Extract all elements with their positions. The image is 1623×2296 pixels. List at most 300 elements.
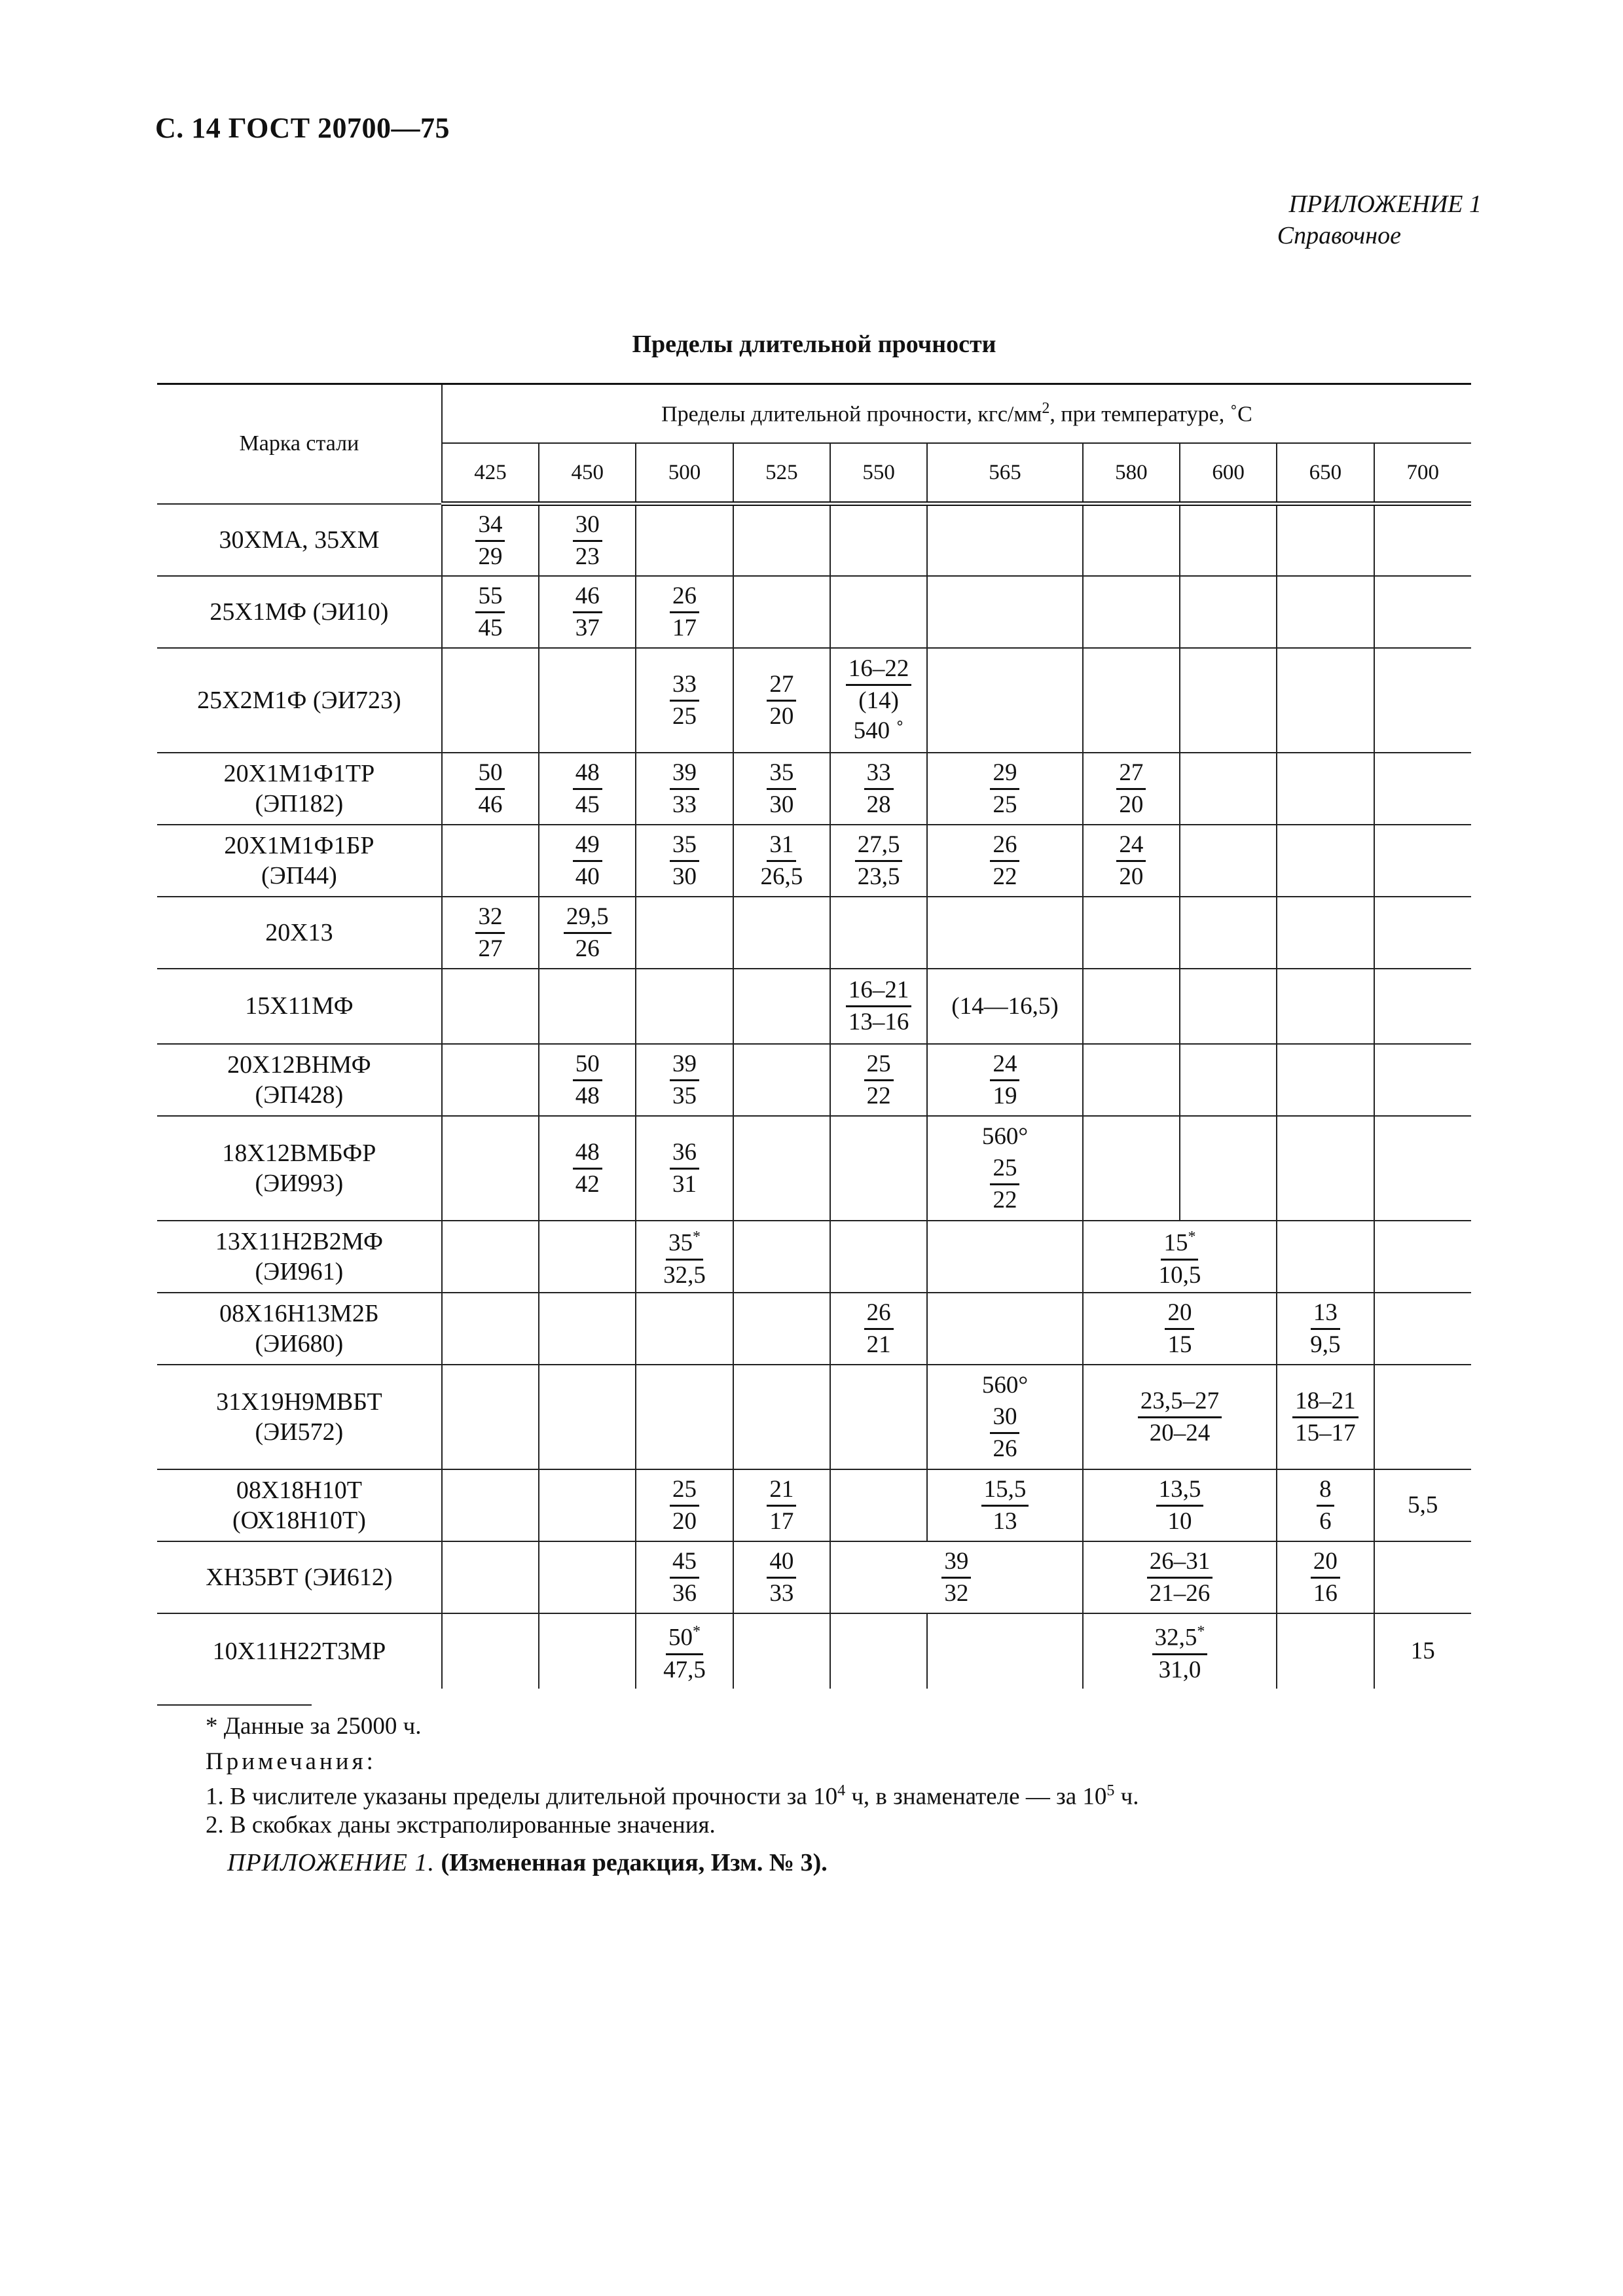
- denominator-10e5h: 20–24: [1149, 1419, 1211, 1446]
- strength-value: (14—16,5): [951, 992, 1059, 1020]
- strength-fraction: [670, 1476, 699, 1535]
- strength-cell: [1083, 969, 1180, 1044]
- note-1: [206, 1776, 1139, 1811]
- footnote-marker: *: [1188, 1229, 1196, 1246]
- strength-cell: [1083, 1469, 1277, 1541]
- numerator-10e4h: [846, 977, 912, 1007]
- strength-value: 15: [1410, 1638, 1435, 1664]
- numerator-10e4h: [1165, 1299, 1194, 1330]
- strength-table: [157, 383, 1471, 1689]
- denominator-10e5h: 37: [575, 614, 600, 641]
- denominator-10e5h: 48: [575, 1082, 600, 1109]
- numerator-value: 55: [478, 582, 503, 609]
- numerator-value: 35: [672, 831, 697, 858]
- strength-cell: [927, 825, 1082, 897]
- steel-grade: [157, 504, 442, 576]
- numerator-value: 15,5: [983, 1475, 1027, 1503]
- strength-cell: [830, 576, 927, 648]
- appendix-title: ПРИЛОЖЕНИЕ 1: [1288, 190, 1482, 218]
- strength-cell: [636, 969, 733, 1044]
- table-row: [157, 1541, 1471, 1613]
- strength-fraction: [1311, 1548, 1340, 1607]
- numerator-10e4h: [670, 1139, 699, 1170]
- strength-cell: [1083, 576, 1180, 648]
- denominator-10e5h: 30: [769, 791, 794, 818]
- table-row: [157, 1044, 1471, 1116]
- numerator-value: 32: [478, 903, 503, 930]
- denominator-10e5h: 10,5: [1158, 1261, 1201, 1289]
- strength-cell: [1374, 753, 1471, 825]
- numerator-10e4h: [1292, 1388, 1359, 1418]
- denominator-10e5h: 28: [866, 791, 891, 818]
- steel-grade-line: 31Х19Н9МВБТ: [216, 1388, 382, 1416]
- numerator-10e4h: [864, 759, 894, 790]
- strength-cell: [636, 1044, 733, 1116]
- strength-fraction: [1156, 1223, 1204, 1289]
- numerator-value: 13,5: [1158, 1475, 1201, 1503]
- strength-fraction: [573, 759, 602, 819]
- strength-fraction: [661, 1223, 708, 1289]
- numerator-10e4h: [666, 1618, 703, 1655]
- temperature-header: 600: [1180, 443, 1277, 504]
- strength-fraction: [670, 1139, 699, 1198]
- strength-cell: [1374, 825, 1471, 897]
- amendment-label: ПРИЛОЖЕНИЕ 1.: [227, 1849, 435, 1876]
- strength-cell: [636, 1221, 733, 1293]
- strength-fraction: [670, 831, 699, 891]
- denominator-10e5h: 31,0: [1158, 1656, 1201, 1683]
- strength-cell: [927, 1469, 1082, 1541]
- numerator-10e4h: [846, 655, 912, 686]
- strength-fraction: [982, 1122, 1028, 1214]
- strength-fraction: [855, 831, 903, 891]
- denominator-10e5h: 23,5: [857, 863, 900, 890]
- steel-grade-line: 25Х1МФ (ЭИ10): [210, 598, 389, 626]
- numerator-10e4h: [1311, 1299, 1340, 1330]
- numerator-value: 39: [672, 759, 697, 786]
- note-1-part-c: ч.: [1114, 1783, 1139, 1810]
- strength-cell: [830, 753, 927, 825]
- numerator-10e4h: [990, 1155, 1019, 1185]
- denominator-10e5h: 16: [1313, 1579, 1338, 1607]
- strength-cell: [1374, 1541, 1471, 1613]
- strength-cell: [539, 648, 636, 753]
- strength-cell: [539, 825, 636, 897]
- numerator-value: 24: [1119, 831, 1144, 858]
- strength-cell: [830, 1469, 927, 1541]
- note-1-exp-5: 5: [1106, 1782, 1115, 1799]
- strength-cell: [442, 969, 539, 1044]
- numerator-value: 26: [866, 1299, 891, 1326]
- denominator-10e5h: 26,5: [760, 863, 803, 890]
- numerator-10e4h: [855, 831, 903, 862]
- strength-cell: [636, 504, 733, 576]
- strength-cell: [733, 1469, 830, 1541]
- table-row: [157, 648, 1471, 753]
- temperature-header: 700: [1374, 443, 1471, 504]
- strength-cell: [539, 1541, 636, 1613]
- steel-grade-line: 10Х11Н22Т3МР: [212, 1637, 386, 1665]
- strength-fraction: [990, 831, 1019, 891]
- strength-cell: [733, 1044, 830, 1116]
- footnote-marker: *: [1197, 1623, 1205, 1641]
- numerator-value: 20: [1313, 1547, 1338, 1575]
- numerator-value: 8: [1319, 1475, 1332, 1503]
- strength-cell: [733, 1221, 830, 1293]
- strength-cell: [830, 1613, 927, 1689]
- strength-cell: [1180, 504, 1277, 576]
- numerator-value: 34: [478, 511, 503, 538]
- test-temperature: 540 ˚: [853, 717, 904, 744]
- steel-grade: [157, 1469, 442, 1541]
- denominator-10e5h: 9,5: [1310, 1331, 1341, 1358]
- numerator-value: 48: [575, 759, 600, 786]
- strength-cell: [442, 1541, 539, 1613]
- strength-cell: [733, 1293, 830, 1365]
- strength-cell: [927, 897, 1082, 969]
- strength-cell: [733, 1541, 830, 1613]
- steel-grade-line: 30ХМА, 35ХМ: [219, 526, 380, 554]
- strength-cell: [539, 504, 636, 576]
- test-temperature: 560°: [981, 1123, 1029, 1150]
- strength-fraction: [767, 759, 796, 819]
- table-title: Пределы длительной прочности: [632, 331, 996, 358]
- strength-fraction: [564, 903, 611, 963]
- numerator-10e4h: [1116, 831, 1146, 862]
- strength-fraction: [1165, 1299, 1194, 1359]
- strength-cell: [927, 753, 1082, 825]
- strength-cell: [442, 576, 539, 648]
- table-row: [157, 969, 1471, 1044]
- steel-grade-line: 08Х18Н10Т: [236, 1476, 362, 1504]
- strength-fraction: [661, 1618, 708, 1683]
- numerator-10e4h: [990, 1403, 1019, 1434]
- numerator-value: 29,5: [566, 903, 609, 930]
- strength-fraction: [1116, 759, 1146, 819]
- denominator-10e5h: 6: [1319, 1507, 1332, 1535]
- strength-cell: [927, 1221, 1082, 1293]
- strength-fraction: [1138, 1388, 1222, 1447]
- strength-fraction: [982, 1371, 1028, 1463]
- denominator-10e5h: 25: [993, 791, 1017, 818]
- steel-grade-line: (ЭИ680): [255, 1329, 344, 1357]
- numerator-value: 15: [1163, 1229, 1188, 1257]
- strength-cell: [1277, 1365, 1374, 1469]
- denominator-10e5h: 25: [672, 702, 697, 730]
- strength-cell: [733, 1613, 830, 1689]
- numerator-10e4h: [670, 831, 699, 862]
- numerator-10e4h: [475, 511, 505, 542]
- steel-grade: [157, 897, 442, 969]
- numerator-10e4h: [670, 1050, 699, 1081]
- footnote: * Данные за 25000 ч.: [206, 1713, 422, 1740]
- denominator-10e5h: 35: [672, 1082, 697, 1109]
- numerator-10e4h: [670, 1548, 699, 1579]
- numerator-value: 23,5–27: [1140, 1387, 1220, 1414]
- strength-cell: [1083, 825, 1180, 897]
- steel-grade: [157, 1293, 442, 1365]
- numerator-value: 50: [575, 1050, 600, 1077]
- strength-cell: [539, 753, 636, 825]
- strength-cell: [442, 1613, 539, 1689]
- numerator-value: 31: [769, 831, 794, 858]
- denominator-10e5h: 30: [672, 863, 697, 890]
- strength-cell: [636, 897, 733, 969]
- numerator-value: 27: [769, 670, 794, 698]
- table-row: [157, 897, 1471, 969]
- strength-fraction: [1147, 1548, 1213, 1607]
- table-row: [157, 1116, 1471, 1221]
- numerator-10e4h: [670, 671, 699, 702]
- temperature-header: 450: [539, 443, 636, 504]
- numerator-value: 46: [575, 582, 600, 609]
- strength-cell: [636, 1293, 733, 1365]
- denominator-10e5h: 15–17: [1295, 1419, 1356, 1446]
- steel-grade: [157, 1541, 442, 1613]
- numerator-10e4h: [990, 759, 1019, 790]
- numerator-10e4h: [564, 903, 611, 934]
- strength-cell: [1277, 648, 1374, 753]
- numerator-10e4h: [573, 511, 602, 542]
- steel-grade-line: 20Х13: [265, 918, 333, 946]
- strength-cell: [442, 648, 539, 753]
- strength-cell: [1180, 897, 1277, 969]
- denominator-10e5h: 22: [866, 1082, 891, 1109]
- temperature-header: 550: [830, 443, 927, 504]
- strength-column-header: [442, 384, 1471, 444]
- notes: [206, 1712, 1139, 1840]
- strength-cell: [1083, 1365, 1277, 1469]
- strength-cell: [1277, 1221, 1374, 1293]
- table-row: [157, 1293, 1471, 1365]
- numerator-10e4h: [1161, 1223, 1198, 1260]
- steel-grade: [157, 1365, 442, 1469]
- strength-cell: [927, 969, 1082, 1044]
- footnote-marker: *: [693, 1229, 701, 1246]
- strength-cell: [636, 1116, 733, 1221]
- strength-cell: [1083, 504, 1180, 576]
- strength-cell: [733, 1116, 830, 1221]
- strength-cell: [539, 1221, 636, 1293]
- strength-cell: [539, 1293, 636, 1365]
- numerator-value: 21: [769, 1475, 794, 1503]
- strength-fraction: [846, 655, 912, 746]
- numerator-value: 26: [672, 582, 697, 609]
- denominator-10e5h: 17: [769, 1507, 794, 1535]
- strength-value: 5,5: [1408, 1492, 1438, 1518]
- numerator-value: 33: [672, 670, 697, 698]
- strength-cell: [636, 825, 733, 897]
- strength-cell: [1180, 576, 1277, 648]
- strength-cell: [1277, 576, 1374, 648]
- strength-cell: [733, 897, 830, 969]
- strength-cell: [1277, 753, 1374, 825]
- numerator-10e4h: [475, 903, 505, 934]
- numerator-value: 49: [575, 831, 600, 858]
- denominator-10e5h: 32: [944, 1579, 969, 1607]
- strength-cell: [1374, 1365, 1471, 1469]
- denominator-10e5h: 31: [672, 1170, 697, 1198]
- strength-cell: [1083, 648, 1180, 753]
- numerator-10e4h: [573, 583, 602, 613]
- amendment-note: [227, 1848, 828, 1877]
- grade-column-header: Марка стали: [157, 384, 442, 504]
- note-2: 2. В скобках даны экстраполированные значения.: [206, 1812, 716, 1839]
- numerator-10e4h: [1147, 1548, 1213, 1579]
- numerator-value: 20: [1167, 1299, 1192, 1326]
- strength-cell: [1374, 648, 1471, 753]
- denominator-10e5h: 42: [575, 1170, 600, 1198]
- strength-cell: [1374, 969, 1471, 1044]
- numerator-10e4h: [1116, 759, 1146, 790]
- denominator-10e5h: 45: [575, 791, 600, 818]
- numerator-value: 27: [1119, 759, 1144, 786]
- table-row: [157, 504, 1471, 576]
- numerator-10e4h: [941, 1548, 971, 1579]
- strength-cell: [830, 1044, 927, 1116]
- numerator-value: 29: [993, 759, 1017, 786]
- denominator-10e5h: 21: [866, 1331, 891, 1358]
- strength-cell: [636, 1541, 733, 1613]
- strength-cell: [442, 897, 539, 969]
- strength-fraction: [573, 511, 602, 571]
- numerator-value: 32,5: [1154, 1624, 1197, 1651]
- numerator-10e4h: [767, 1548, 796, 1579]
- steel-grade: [157, 969, 442, 1044]
- strength-fraction: [670, 1050, 699, 1110]
- table-row: [157, 576, 1471, 648]
- strength-fraction: [1292, 1388, 1359, 1447]
- temperature-header: 500: [636, 443, 733, 504]
- strength-cell: [1083, 897, 1180, 969]
- numerator-10e4h: [990, 1050, 1019, 1081]
- strength-cell: [1180, 753, 1277, 825]
- table-row: [157, 1469, 1471, 1541]
- strength-cell: [1277, 825, 1374, 897]
- numerator-value: 33: [866, 759, 891, 786]
- numerator-value: 45: [672, 1547, 697, 1575]
- numerator-10e4h: [666, 1223, 703, 1260]
- strength-cell: [636, 1469, 733, 1541]
- table-row: [157, 1613, 1471, 1689]
- numerator-10e4h: [573, 759, 602, 790]
- strength-cell: [1083, 1541, 1277, 1613]
- denominator-10e5h: 22: [993, 863, 1017, 890]
- strength-fraction: [864, 1050, 894, 1110]
- strength-fraction: [475, 511, 505, 571]
- strength-fraction: [767, 671, 796, 730]
- strength-cell: [539, 1116, 636, 1221]
- strength-cell: [539, 1365, 636, 1469]
- numerator-value: 39: [672, 1050, 697, 1077]
- strength-cell: [442, 504, 539, 576]
- numerator-10e4h: [670, 759, 699, 790]
- denominator-10e5h: 21–26: [1149, 1579, 1211, 1607]
- denominator-10e5h: 20: [1119, 791, 1144, 818]
- numerator-10e4h: [981, 1476, 1029, 1507]
- note-1-part-a: 1. В числителе указаны пределы длительной прочности за 10: [206, 1783, 838, 1810]
- strength-cell: [830, 1221, 927, 1293]
- strength-cell: [636, 648, 733, 753]
- steel-grade-line: (ЭИ961): [255, 1257, 344, 1285]
- strength-cell: [733, 825, 830, 897]
- numerator-value: 35: [668, 1229, 693, 1257]
- strength-fraction: [1116, 831, 1146, 891]
- notes-title: Примечания:: [206, 1748, 376, 1775]
- numerator-10e4h: [767, 1476, 796, 1507]
- denominator-10e5h: 32,5: [663, 1261, 706, 1289]
- strength-cell: [1083, 1221, 1277, 1293]
- denominator-10e5h: 20: [769, 702, 794, 730]
- strength-cell: [1180, 969, 1277, 1044]
- strength-cell: [539, 576, 636, 648]
- numerator-value: 13: [1313, 1299, 1338, 1326]
- numerator-value: 16–21: [848, 977, 909, 1003]
- strength-cell: [539, 969, 636, 1044]
- steel-grade-line: 18Х12ВМБФР: [222, 1139, 376, 1167]
- steel-grade-line: (ОХ18Н10Т): [232, 1506, 366, 1534]
- strength-header-tail: , при температуре, ˚С: [1049, 402, 1252, 427]
- denominator-10e5h: 22: [993, 1187, 1017, 1213]
- strength-cell: [636, 1365, 733, 1469]
- steel-grade-line: (ЭП428): [255, 1081, 344, 1109]
- steel-grade: [157, 576, 442, 648]
- denominator-10e5h: 26: [993, 1435, 1017, 1462]
- denominator-10e5h: 46: [478, 791, 503, 818]
- numerator-10e4h: [1317, 1476, 1334, 1507]
- strength-fraction: [864, 759, 894, 819]
- steel-grade: [157, 648, 442, 753]
- strength-fraction: [573, 1050, 602, 1110]
- footnote-rule: [157, 1704, 312, 1706]
- denominator-10e5h: 33: [769, 1579, 794, 1607]
- strength-cell: [1277, 969, 1374, 1044]
- table-row: [157, 825, 1471, 897]
- numerator-value: 40: [769, 1547, 794, 1575]
- strength-cell: [1277, 1469, 1374, 1541]
- steel-grade-line: 20Х1М1Ф1ТР: [223, 759, 375, 787]
- numerator-10e4h: [1156, 1476, 1204, 1507]
- strength-cell: [1083, 1116, 1180, 1221]
- numerator-value: 35: [769, 759, 794, 786]
- steel-grade: [157, 825, 442, 897]
- strength-cell: [1374, 576, 1471, 648]
- denominator-10e5h: 40: [575, 863, 600, 890]
- page-header: С. 14 ГОСТ 20700—75: [155, 112, 450, 144]
- strength-fraction: [1317, 1476, 1334, 1535]
- steel-grade-line: 20Х1М1Ф1БР: [224, 831, 374, 859]
- numerator-10e4h: [1152, 1618, 1208, 1655]
- steel-grade-line: (ЭИ572): [255, 1418, 344, 1446]
- strength-cell: [1277, 1613, 1374, 1689]
- strength-cell: [927, 1116, 1082, 1221]
- strength-fraction: [475, 903, 505, 963]
- strength-fraction: [475, 583, 505, 642]
- strength-cell: [927, 1365, 1082, 1469]
- strength-fraction: [670, 759, 699, 819]
- denominator-10e5h: 20: [1119, 863, 1144, 890]
- numerator-10e4h: [767, 759, 796, 790]
- note-1-exp-4: 4: [837, 1782, 846, 1799]
- strength-cell: [539, 1044, 636, 1116]
- strength-cell: [1277, 1541, 1374, 1613]
- temperature-header: 650: [1277, 443, 1374, 504]
- numerator-10e4h: [670, 1476, 699, 1507]
- strength-cell: [539, 1613, 636, 1689]
- strength-cell: [830, 504, 927, 576]
- steel-grade-line: (ЭП44): [261, 861, 337, 889]
- strength-cell: [1277, 1044, 1374, 1116]
